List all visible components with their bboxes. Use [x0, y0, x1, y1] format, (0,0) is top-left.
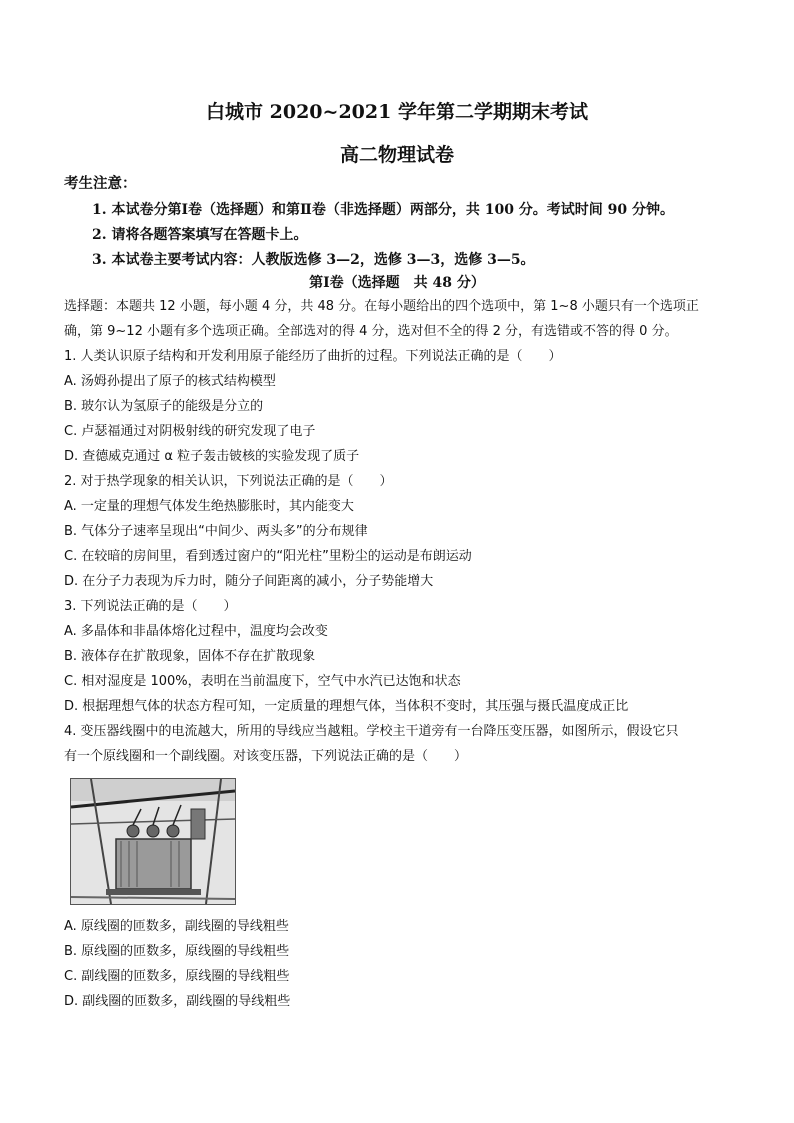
question-4-stem: 4. 变压器线圈中的电流越大，所用的导线应当越粗。学校主干道旁有一台降压变压器，如图所示，假设它只: [64, 724, 679, 739]
question-3-option-c: C. 相对湿度是 100%，表明在当前温度下，空气中水汽已达饱和状态: [64, 674, 461, 689]
question-3-option-a: A. 多晶体和非晶体熔化过程中，温度均会改变: [64, 624, 328, 639]
section-instructions: 选择题：本题共 12 小题，每小题 4 分，共 48 分。在每小题给出的四个选项中，第 1~8 小题只有一个选项正: [64, 299, 699, 314]
notice-item: 2. 请将各题答案填写在答题卡上。: [92, 227, 308, 243]
question-4-option-d: D. 副线圈的匝数多，副线圈的导线粗些: [64, 994, 291, 1009]
transformer-illustration: [71, 779, 235, 904]
question-3-option-b: B. 液体存在扩散现象，固体不存在扩散现象: [64, 649, 316, 664]
notice-item: 1. 本试卷分第Ⅰ卷（选择题）和第Ⅱ卷（非选择题）两部分，共 100 分。考试时间 90 分钟。: [92, 202, 675, 218]
question-2-option-a: A. 一定量的理想气体发生绝热膨胀时，其内能变大: [64, 499, 354, 514]
question-4-option-a: A. 原线圈的匝数多，副线圈的导线粗些: [64, 919, 289, 934]
question-1-stem: 1. 人类认识原子结构和开发利用原子能经历了曲折的过程。下列说法正确的是（ ）: [64, 349, 562, 364]
section-instructions: 确，第 9~12 小题有多个选项正确。全部选对的得 4 分，选对但不全的得 2 分，有选错或不答的得 0 分。: [64, 324, 678, 339]
question-3-stem: 3. 下列说法正确的是（ ）: [64, 599, 237, 614]
question-3-option-d: D. 根据理想气体的状态方程可知，一定质量的理想气体，当体积不变时，其压强与摄氏温度成正比: [64, 699, 629, 714]
question-2-stem: 2. 对于热学现象的相关认识，下列说法正确的是（ ）: [64, 474, 393, 489]
exam-title: 白城市 2020~2021 学年第二学期期末考试: [206, 101, 588, 123]
question-1-option-a: A. 汤姆孙提出了原子的核式结构模型: [64, 374, 276, 389]
question-2-option-d: D. 在分子力表现为斥力时，随分子间距离的减小，分子势能增大: [64, 574, 434, 589]
exam-subtitle: 高二物理试卷: [339, 144, 454, 166]
section-title: 第Ⅰ卷（选择题 共 48 分）: [309, 275, 485, 291]
transformer-photo: [70, 778, 236, 905]
question-4-option-b: B. 原线圈的匝数多，原线圈的导线粗些: [64, 944, 290, 959]
question-2-option-c: C. 在较暗的房间里，看到透过窗户的“阳光柱”里粉尘的运动是布朗运动: [64, 549, 472, 564]
question-2-option-b: B. 气体分子速率呈现出“中间少、两头多”的分布规律: [64, 524, 368, 539]
question-4-stem: 有一个原线圈和一个副线圈。对该变压器，下列说法正确的是（ ）: [64, 749, 468, 764]
question-4-option-c: C. 副线圈的匝数多，原线圈的导线粗些: [64, 969, 290, 984]
question-1-option-c: C. 卢瑟福通过对阴极射线的研究发现了电子: [64, 424, 316, 439]
notice-item: 3. 本试卷主要考试内容：人教版选修 3—2，选修 3—3，选修 3—5。: [92, 252, 535, 268]
notice-heading: 考生注意：: [64, 175, 137, 192]
question-1-option-d: D. 查德威克通过 α 粒子轰击铍核的实验发现了质子: [64, 449, 360, 464]
question-1-option-b: B. 玻尔认为氢原子的能级是分立的: [64, 399, 264, 414]
